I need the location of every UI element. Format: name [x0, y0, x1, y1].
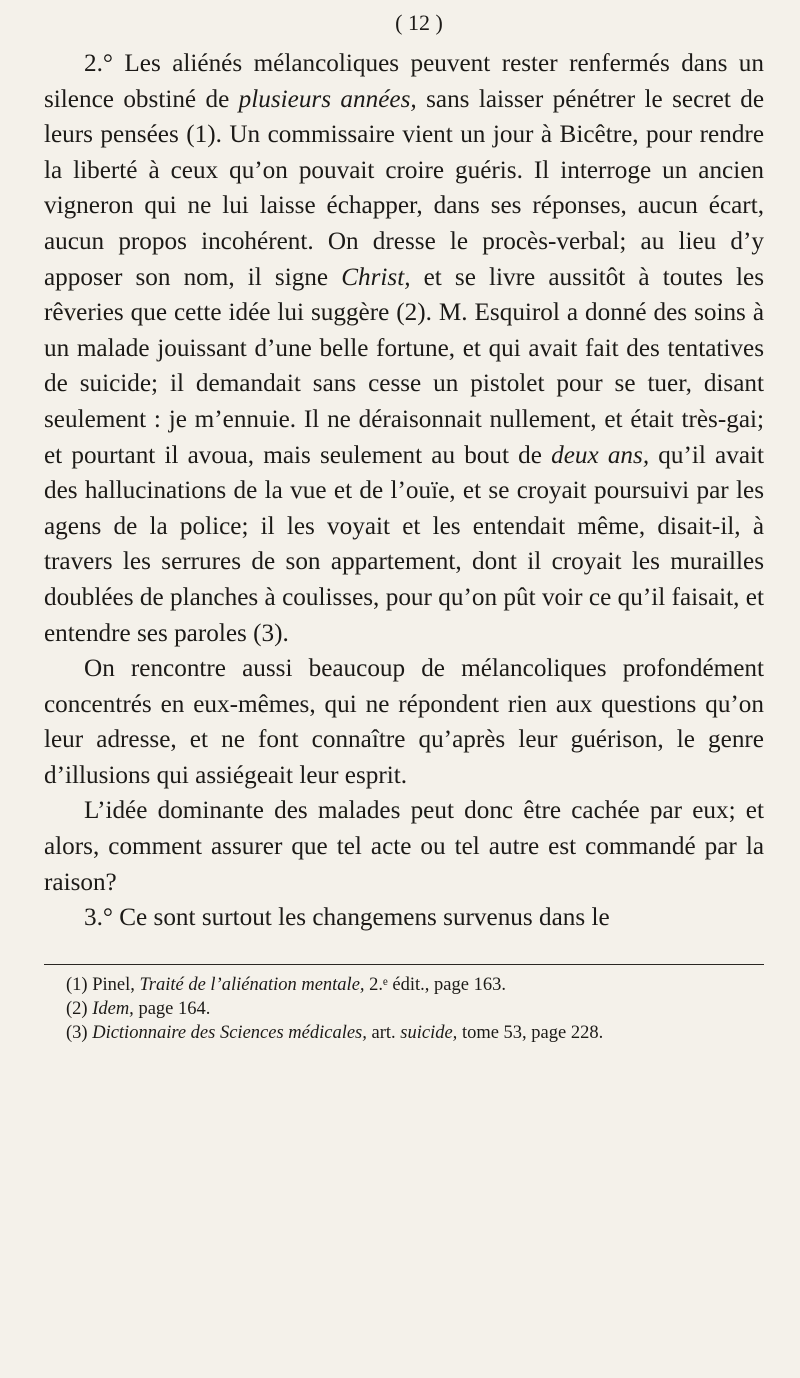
footnotes	[44, 973, 764, 1045]
italic-run: Idem,	[92, 998, 134, 1019]
italic-run: suicide,	[400, 1022, 458, 1043]
text-run: page 164.	[133, 998, 211, 1019]
text-run: et se livre aussitôt à toutes les rêveries que cette idée lui suggère (2). M. Esquirol a donné des soins à un malade jouissant d’une belle fortune, et qui avait fait des tentatives de suicide; il demandait sans cesse un pistolet pour se tuer, disant seulement : je m’ennuie. Il ne déraisonnait nullement, et était très-gai; et pourtant il avoua, mais seulement au bout de	[44, 263, 764, 469]
italic-run: Christ,	[341, 263, 411, 291]
paragraph	[44, 46, 764, 651]
italic-run: Dictionnaire des Sciences médicales,	[92, 1022, 367, 1043]
text-run: 2.° Les aliénés mélancoliques peuvent rester renfermés dans un silence obstiné de	[44, 50, 764, 113]
italic-run: deux ans,	[551, 441, 650, 469]
footnote	[44, 997, 764, 1021]
footnote	[44, 973, 764, 997]
italic-run: Traité de l’aliénation mentale,	[139, 974, 365, 995]
page-number: ( 12 )	[395, 10, 443, 35]
text-run: sans laisser pénétrer le secret de leurs pensées (1). Un commissaire vient un jour à Bicêtre, pour rendre la liberté à ceux qu’on pouvait croire guéris. Il interroge un ancien vigneron qui ne lui laisse échapper, dans ses réponses, aucun écart, aucun propos incohérent. On dresse le procès-verbal; au lieu d’y apposer son nom, il signe	[44, 85, 764, 291]
text-run: tome 53, page 228.	[457, 1022, 604, 1043]
text-run: On rencontre aussi beaucoup de mélancoliques profondément concentrés en eux-mêmes, qui ne répondent rien aux questions qu’on leur adresse, et ne font connaître qu’après leur guérison, le genre d’illusions qui assiégeait leur esprit.	[44, 655, 764, 789]
main-text	[44, 46, 764, 936]
text-run: qu’il avait des hallucinations de la vue et de l’ouïe, et se croyait poursuivi par les agens de la police; il les voyait et les entendait même, disait-il, à travers les serrures de son appartement, dont il croyait les murailles doublées de planches à coulisses, pour qu’on pût voir ce qu’il faisait, et entendre ses paroles (3).	[44, 441, 764, 647]
paragraph	[44, 651, 764, 793]
footnote-divider	[44, 964, 764, 965]
book-page	[44, 8, 764, 1045]
paragraph	[44, 793, 764, 900]
text-run: art.	[366, 1022, 401, 1043]
paragraph	[44, 900, 764, 936]
italic-run: plusieurs années,	[238, 85, 417, 113]
footnote	[44, 1021, 764, 1045]
text-run: 3.° Ce sont surtout les changemens survenus dans le	[84, 904, 610, 932]
text-run: L’idée dominante des malades peut donc être cachée par eux; et alors, comment assurer que tel acte ou tel autre est commandé par la raison?	[44, 797, 764, 896]
text-run: (2)	[66, 998, 93, 1019]
text-run: (1) Pinel,	[66, 974, 140, 995]
text-run: 2.ᵉ édit., page 163.	[364, 974, 506, 995]
text-run: (3)	[66, 1022, 93, 1043]
